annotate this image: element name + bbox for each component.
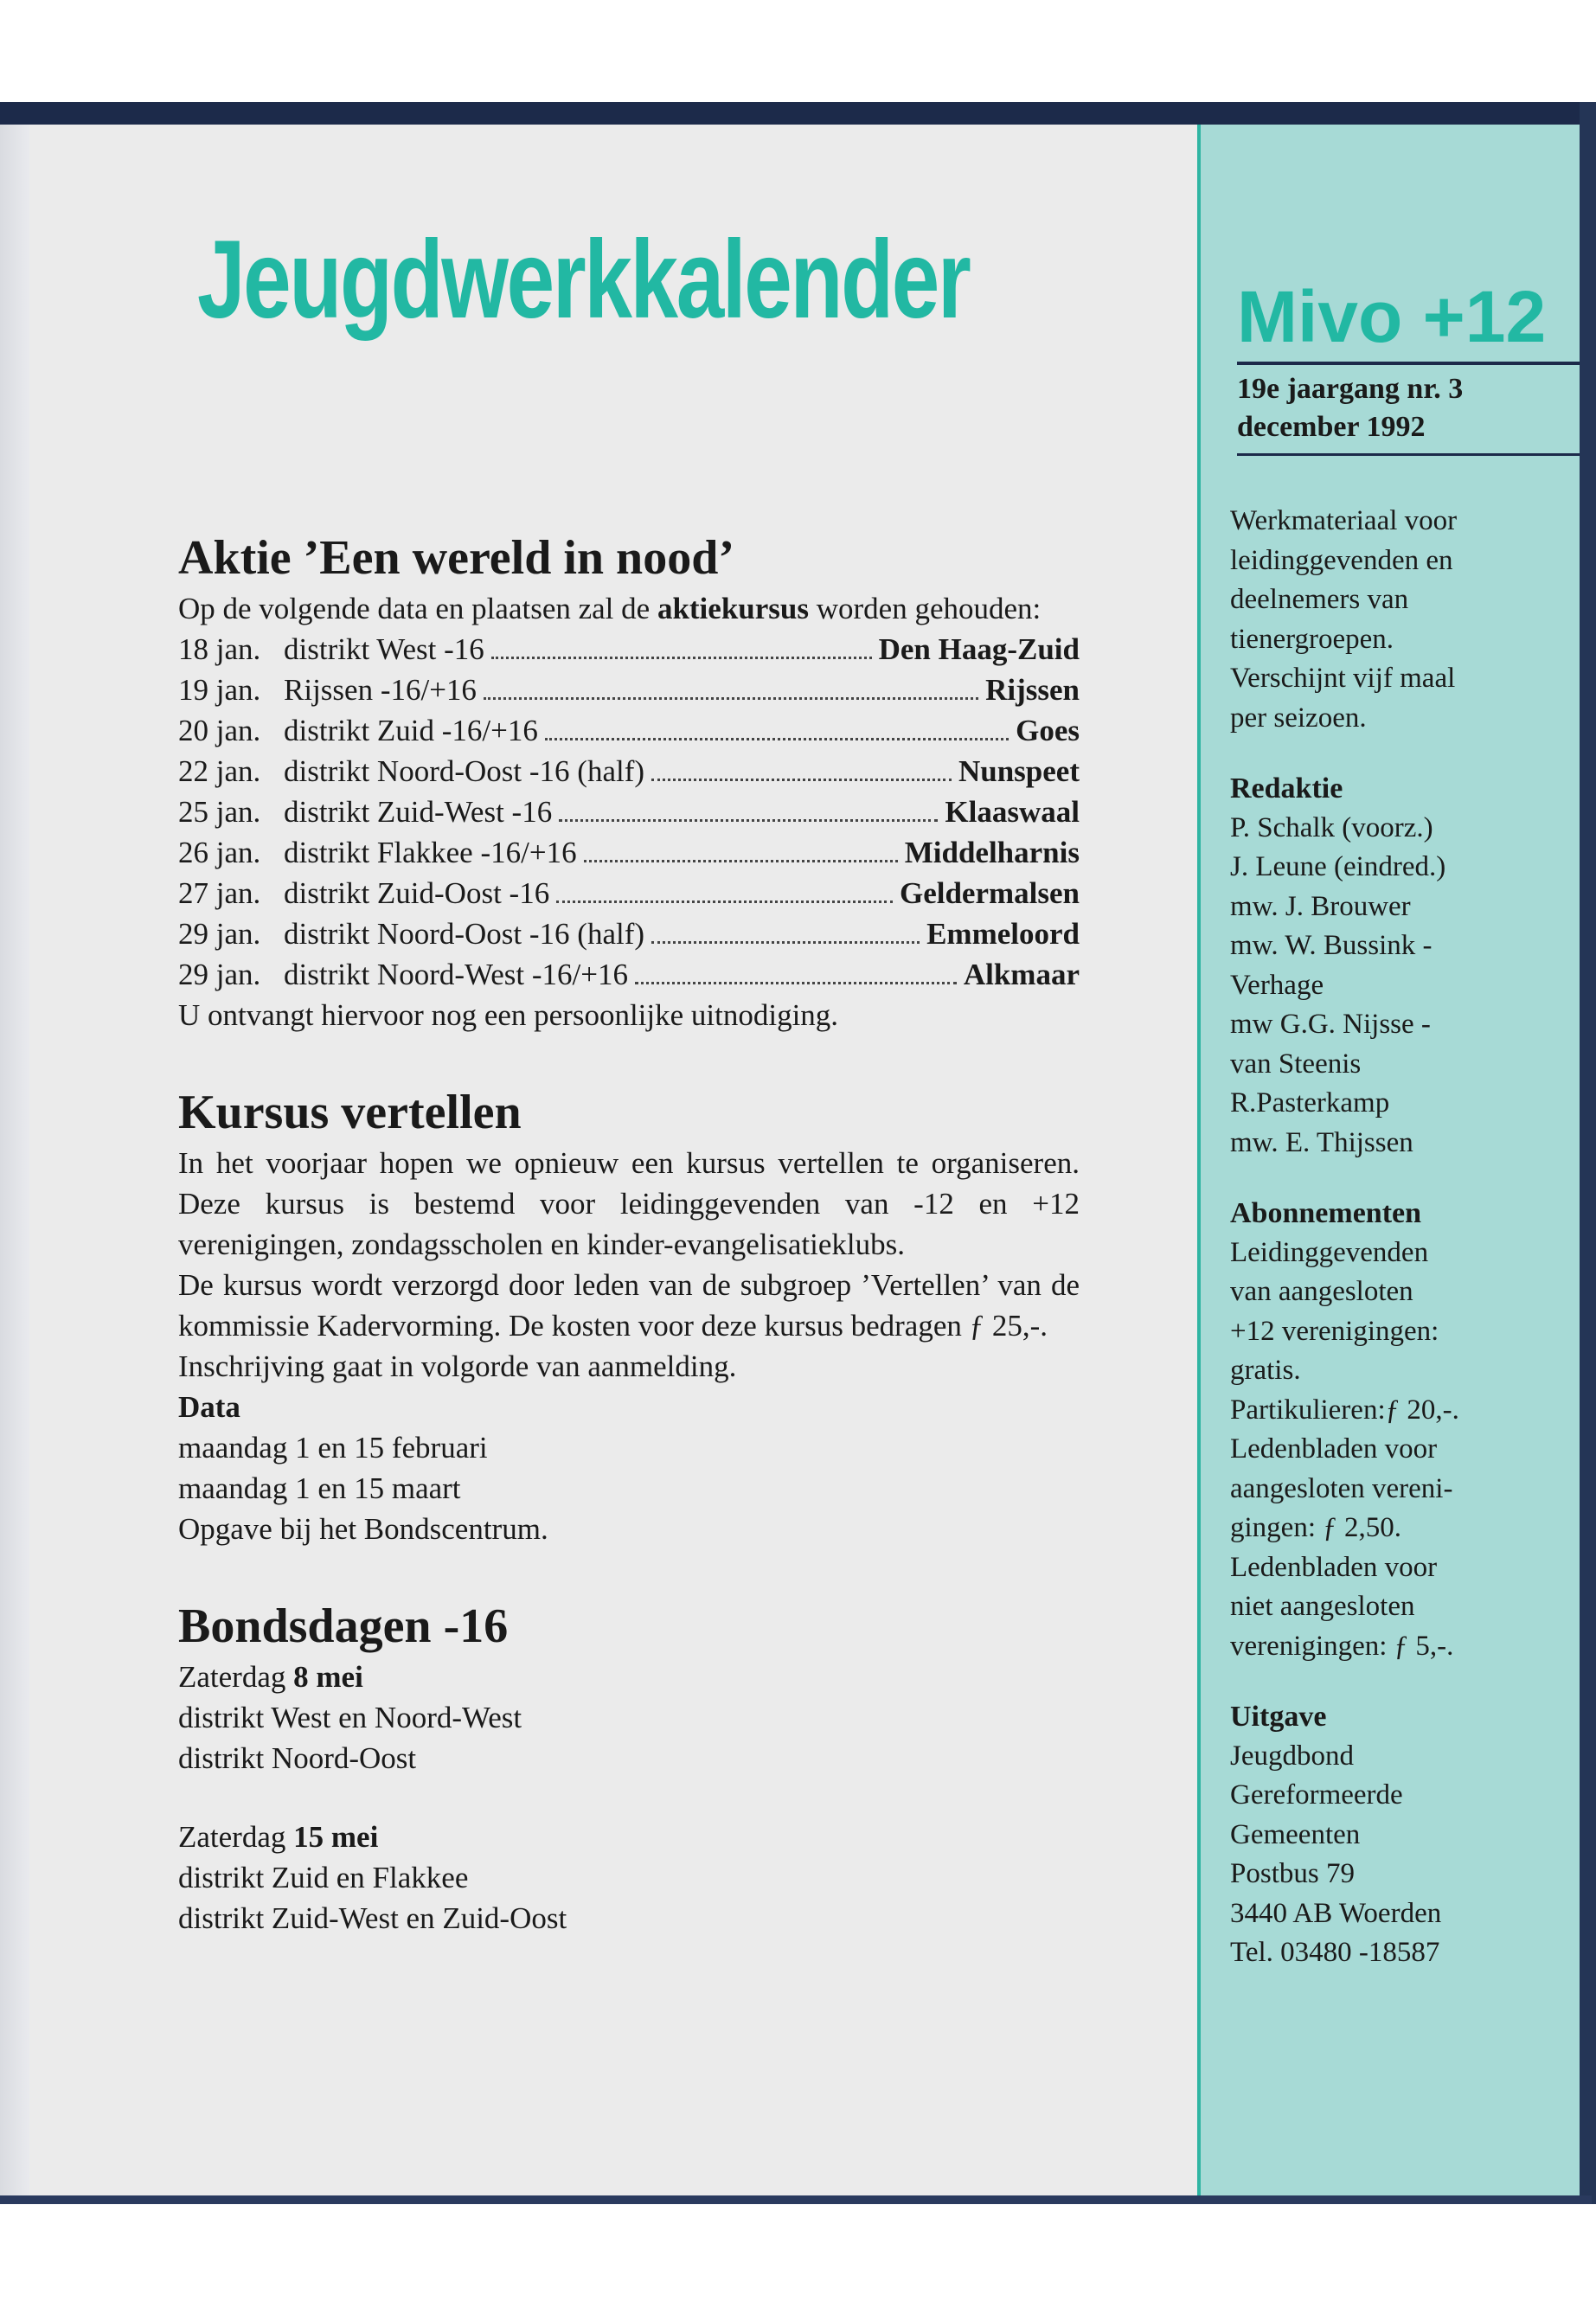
bondsdagen-district: distrikt Noord-Oost bbox=[178, 1741, 417, 1775]
page-title: Jeugdwerkkalender bbox=[197, 218, 970, 342]
redaktie-member: mw. E. Thijssen bbox=[1230, 1126, 1413, 1158]
kursus-signup: Opgave bij het Bondscentrum. bbox=[178, 1512, 548, 1546]
aktie-intro-text: worden gehouden: bbox=[809, 592, 1042, 625]
issue-info bbox=[1237, 370, 1463, 446]
abonnement-line: Partikulieren:ƒ 20,-. bbox=[1230, 1394, 1459, 1426]
address-line: Gemeenten bbox=[1230, 1818, 1361, 1850]
schedule-desc: distrikt Flakkee -16/+16 bbox=[284, 836, 577, 869]
abonnement-line: Ledenbladen voor bbox=[1230, 1551, 1438, 1583]
schedule-place: Emmeloord bbox=[926, 917, 1080, 951]
schedule-place: Klaaswaal bbox=[945, 795, 1080, 829]
schedule-desc: Rijssen -16/+16 bbox=[284, 673, 477, 707]
issue-volume: 19e jaargang nr. 3 bbox=[1237, 373, 1464, 405]
bondsdagen-district: distrikt Zuid en Flakkee bbox=[178, 1861, 469, 1894]
schedule-place: Rijssen bbox=[985, 673, 1080, 707]
dot-leader bbox=[635, 982, 957, 984]
redaktie-member: P. Schalk (voorz.) bbox=[1230, 811, 1433, 843]
uitgave-address bbox=[1230, 1737, 1531, 1973]
abonnement-line: gingen: ƒ 2,50. bbox=[1230, 1512, 1401, 1543]
schedule-desc: distrikt Zuid-West -16 bbox=[284, 795, 553, 829]
kursus-paragraph: De kursus wordt verzorgd door leden van de subgroep ’Vertellen’ van de kommissie Kadervorming. De kosten voor deze kursus bedragen ƒ 25,-. bbox=[178, 1268, 1080, 1343]
aktie-closing: U ontvangt hiervoor nog een persoonlijke uitnodiging. bbox=[178, 998, 839, 1032]
schedule-place: Alkmaar bbox=[963, 958, 1080, 991]
abonnement-line: +12 verenigingen: bbox=[1230, 1315, 1439, 1347]
redaktie-member: Verhage bbox=[1230, 969, 1324, 1001]
schedule-row bbox=[178, 751, 1080, 792]
schedule-desc: distrikt Noord-West -16/+16 bbox=[284, 958, 628, 991]
address-line: Tel. 03480 -18587 bbox=[1230, 1937, 1440, 1968]
schedule-place: Nunspeet bbox=[958, 754, 1080, 788]
aktie-intro-bold: aktiekursus bbox=[657, 592, 809, 625]
magazine-title: Mivo +12 bbox=[1237, 276, 1547, 357]
dot-leader bbox=[584, 860, 898, 862]
book-binding-right bbox=[1580, 102, 1596, 2204]
schedule-date: 27 jan. bbox=[178, 876, 261, 910]
abonnementen-list bbox=[1230, 1234, 1531, 1667]
abonnement-line: van aangesloten bbox=[1230, 1276, 1413, 1307]
schedule-row bbox=[178, 710, 1080, 751]
kursus-paragraph: In het voorjaar hopen we opnieuw een kursus vertellen te organiseren. Deze kursus is bestemd voor leidinggevenden van -12 en +12 verenigingen, zondagsscholen en kinder-evangelisatieklubs. bbox=[178, 1146, 1080, 1261]
address-line: 3440 AB Woerden bbox=[1230, 1897, 1442, 1929]
aktie-schedule bbox=[178, 629, 1080, 995]
schedule-desc: distrikt Noord-Oost -16 (half) bbox=[284, 917, 645, 951]
day-prefix: Zaterdag bbox=[178, 1820, 294, 1854]
aktie-heading: Aktie ’Een wereld in nood’ bbox=[178, 531, 734, 585]
schedule-row bbox=[178, 832, 1080, 873]
aktie-intro-text: Op de volgende data en plaatsen zal de bbox=[178, 592, 657, 625]
schedule-desc: distrikt Zuid-Oost -16 bbox=[284, 876, 550, 910]
abonnement-line: Leidinggevenden bbox=[1230, 1236, 1429, 1268]
sidebar bbox=[1230, 502, 1531, 1973]
redaktie-member: mw. W. Bussink - bbox=[1230, 930, 1433, 961]
address-line: Postbus 79 bbox=[1230, 1858, 1355, 1889]
kursus-date: maandag 1 en 15 maart bbox=[178, 1471, 461, 1505]
schedule-date: 25 jan. bbox=[178, 795, 261, 829]
spacer bbox=[178, 1035, 1080, 1082]
sidebar-line: tienergroepen. bbox=[1230, 623, 1394, 655]
sidebar-line: Werkmateriaal voor bbox=[1230, 505, 1458, 536]
redaktie-member: R.Pasterkamp bbox=[1230, 1087, 1390, 1118]
bondsdagen-district: distrikt West en Noord-West bbox=[178, 1701, 522, 1734]
kursus-data-label: Data bbox=[178, 1390, 240, 1424]
bondsdagen-day bbox=[178, 1817, 1080, 1857]
abonnement-line: niet aangesloten bbox=[1230, 1591, 1415, 1622]
kursus-date: maandag 1 en 15 februari bbox=[178, 1431, 488, 1465]
schedule-desc: distrikt Zuid -16/+16 bbox=[284, 714, 538, 747]
kursus-heading: Kursus vertellen bbox=[178, 1086, 522, 1139]
sidebar-intro bbox=[1230, 502, 1531, 738]
schedule-row bbox=[178, 873, 1080, 913]
abonnement-line: Ledenbladen voor bbox=[1230, 1433, 1438, 1465]
issue-date: december 1992 bbox=[1237, 411, 1426, 443]
address-line: Jeugdbond bbox=[1230, 1740, 1354, 1772]
bondsdagen-day bbox=[178, 1657, 1080, 1697]
schedule-date: 26 jan. bbox=[178, 836, 261, 869]
dot-leader bbox=[484, 697, 978, 700]
schedule-desc: distrikt Noord-Oost -16 (half) bbox=[284, 754, 645, 788]
abonnement-line: aangesloten vereni- bbox=[1230, 1472, 1453, 1504]
day-prefix: Zaterdag bbox=[178, 1660, 294, 1694]
dot-leader bbox=[545, 738, 1009, 740]
redaktie-heading: Redaktie bbox=[1230, 772, 1343, 804]
schedule-date: 29 jan. bbox=[178, 917, 261, 951]
schedule-row bbox=[178, 954, 1080, 995]
spacer bbox=[1230, 738, 1531, 769]
book-binding-bottom bbox=[0, 2195, 1592, 2204]
abonnement-line: verenigingen: ƒ 5,-. bbox=[1230, 1630, 1454, 1662]
schedule-date: 29 jan. bbox=[178, 958, 261, 991]
dot-leader bbox=[651, 941, 920, 944]
schedule-date: 20 jan. bbox=[178, 714, 261, 747]
dot-leader bbox=[491, 657, 872, 659]
kursus-paragraph: Inschrijving gaat in volgorde van aanmelding. bbox=[178, 1349, 737, 1383]
divider bbox=[1237, 362, 1580, 365]
schedule-desc: distrikt West -16 bbox=[284, 632, 484, 666]
page-edge bbox=[0, 125, 29, 2195]
sidebar-line: per seizoen. bbox=[1230, 702, 1367, 734]
day-date: 15 mei bbox=[293, 1820, 379, 1854]
bondsdagen-district: distrikt Zuid-West en Zuid-Oost bbox=[178, 1901, 567, 1935]
bondsdagen-heading: Bondsdagen -16 bbox=[178, 1599, 509, 1653]
main-column bbox=[178, 528, 1080, 1939]
spacer bbox=[1230, 1666, 1531, 1697]
schedule-place: Den Haag-Zuid bbox=[878, 632, 1080, 666]
spacer bbox=[178, 1779, 1080, 1817]
schedule-row bbox=[178, 670, 1080, 710]
sidebar-line: deelnemers van bbox=[1230, 584, 1409, 615]
schedule-place: Geldermalsen bbox=[899, 876, 1080, 910]
redaktie-list bbox=[1230, 809, 1531, 1163]
abonnementen-heading: Abonnementen bbox=[1230, 1197, 1422, 1229]
schedule-place: Goes bbox=[1016, 714, 1080, 747]
redaktie-member: van Steenis bbox=[1230, 1048, 1362, 1080]
schedule-row bbox=[178, 792, 1080, 832]
address-line: Gereformeerde bbox=[1230, 1779, 1403, 1811]
sidebar-line: Verschijnt vijf maal bbox=[1230, 663, 1456, 694]
schedule-date: 18 jan. bbox=[178, 632, 261, 666]
schedule-place: Middelharnis bbox=[904, 836, 1080, 869]
spacer bbox=[1230, 1163, 1531, 1194]
aktie-intro bbox=[178, 588, 1080, 629]
schedule-row bbox=[178, 913, 1080, 954]
spacer bbox=[178, 1549, 1080, 1596]
book-binding-top bbox=[0, 102, 1592, 125]
abonnement-line: gratis. bbox=[1230, 1355, 1301, 1386]
uitgave-heading: Uitgave bbox=[1230, 1701, 1327, 1733]
redaktie-member: mw. J. Brouwer bbox=[1230, 890, 1411, 922]
sidebar-line: leidinggevenden en bbox=[1230, 544, 1453, 576]
day-date: 8 mei bbox=[293, 1660, 363, 1694]
schedule-row bbox=[178, 629, 1080, 670]
dot-leader bbox=[651, 779, 952, 781]
dot-leader bbox=[559, 819, 938, 822]
redaktie-member: J. Leune (eindred.) bbox=[1230, 851, 1446, 882]
redaktie-member: mw G.G. Nijsse - bbox=[1230, 1009, 1431, 1040]
divider bbox=[1237, 453, 1580, 456]
schedule-date: 22 jan. bbox=[178, 754, 261, 788]
schedule-date: 19 jan. bbox=[178, 673, 261, 707]
dot-leader bbox=[556, 901, 893, 903]
